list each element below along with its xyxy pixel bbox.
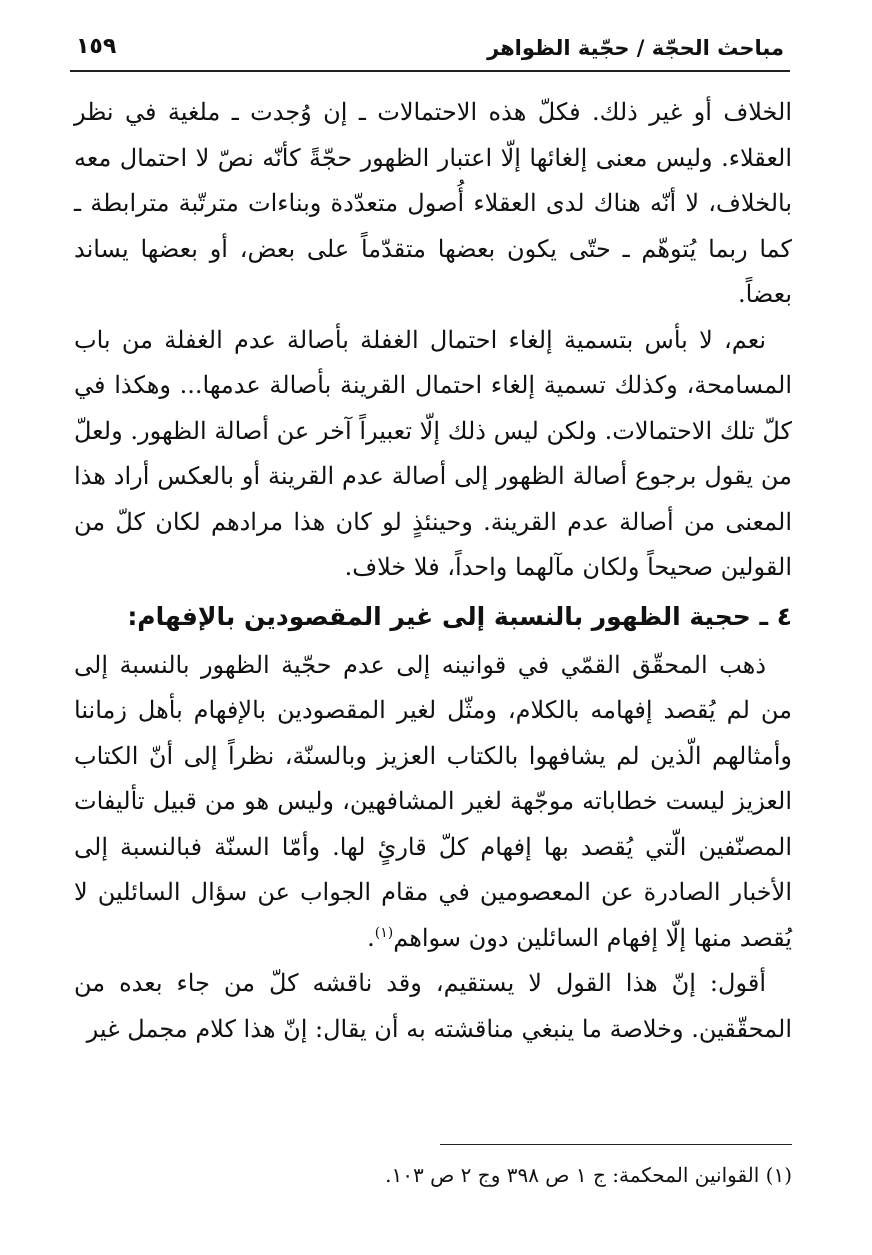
page-number: ١٥٩ xyxy=(76,34,117,59)
section-heading: ٤ ـ حجية الظهور بالنسبة إلى غير المقصودين بالإفهام: xyxy=(127,601,792,631)
paragraph-2: نعم، لا بأس بتسمية إلغاء احتمال الغفلة بأصالة عدم الغفلة من باب المسامحة، وكذلك تسمية إلغاء احتمال القرينة بأصالة عدمها... وهكذا في كلّ تلك الاحتمالات. ولكن ليس ذلك إلّا تعبيراً آخر عن أصالة الظهور. ولعلّ من يقول برجوع أصالة الظهور إلى أصالة عدم القرينة أو بالعكس أراد هذا المعنى من أصالة عدم القرينة. وحينئذٍ لو كان هذا مرادهم لكان كلّ من القولين صحيحاً ولكان مآلهما واحداً، فلا خلاف. xyxy=(74,325,792,581)
page-header xyxy=(70,26,790,72)
section-paragraph: ذهب المحقّق القمّي في قوانينه إلى عدم حجّية الظهور بالنسبة إلى من لم يُقصد إفهامه بالكلام، ومثّل لغير المقصودين بالإفهام بأهل زماننا وأمثالهم الّذين لم يشافهوا بالكتاب العزيز وبالسنّة، نظراً إلى أنّ الكتاب العزيز ليست خطاباته موجّهة لغير المشافهين، وليس هو من قبيل تأليفات المصنّفين الّتي يُقصد بها إفهام كلّ قارئٍ لها. وأمّا السنّة فبالنسبة إلى الأخبار الصادرة عن المعصومين في مقام الجواب عن سؤال السائلين لا يُقصد منها إلّا إفهام السائلين دون سواهم$^{(١)}$. xyxy=(74,650,792,952)
section-paragraph-text: ذهب المحقّق القمّي في قوانينه إلى عدم حجّية الظهور بالنسبة إلى من لم يُقصد إفهامه بالكلام، ومثّل لغير المقصودين بالإفهام بأهل زماننا وأمثالهم الّذين لم يشافهوا بالكتاب العزيز وبالسنّة، نظراً إلى أنّ الكتاب العزيز ليست خطاباته موجّهة لغير المشافهين، وليس هو من قبيل تأليفات المصنّفين الّتي يُقصد بها إفهام كلّ قارئٍ لها. وأمّا السنّة فبالنسبة إلى الأخبار الصادرة عن المعصومين في مقام الجواب عن سؤال السائلين لا يُقصد منها إلّا إفهام السائلين دون سواهم xyxy=(74,650,792,952)
footnote: (١) القوانين المحكمة: ج ١ ص ٣٩٨ وج ٢ ص ١٠٣. xyxy=(385,1163,792,1187)
paragraph-1: الخلاف أو غير ذلك. فكلّ هذه الاحتمالات ـ إن وُجدت ـ ملغية في نظر العقلاء. وليس معنى إلغائها إلّا اعتبار الظهور حجّةً كأنّه نصّ لا احتمال معه بالخلاف، لا أنّه هناك لدى العقلاء أُصول متعدّدة وبناءات مترتّبة مترابطة ـ كما ربما يُتوهّم ـ حتّى يكون بعضها متقدّماً على بعض، أو بعضها يساند بعضاً. xyxy=(74,98,792,308)
closing-paragraph: أقول: إنّ هذا القول لا يستقيم، وقد ناقشه كلّ من جاء بعده من المحقّقين. وخلاصة ما ينبغي مناقشته به أن يقال: إنّ هذا كلام مجمل غير xyxy=(74,969,792,1043)
body-text xyxy=(74,90,792,1052)
footnote-marker: (١) xyxy=(374,924,394,941)
running-title: مباحث الحجّة / حجّية الظواهر xyxy=(487,36,784,60)
footnote-divider xyxy=(440,1144,792,1145)
